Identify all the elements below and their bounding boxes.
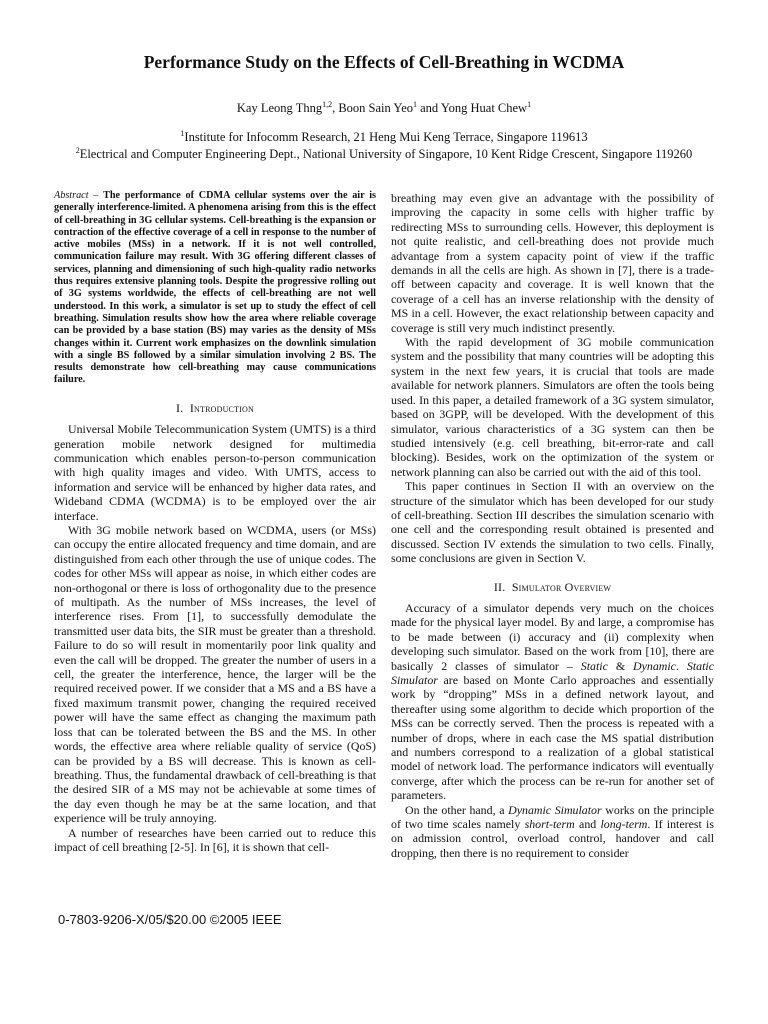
affiliation-2 [0, 147, 768, 162]
paragraph [391, 601, 714, 803]
italic-run: long-term [600, 817, 648, 832]
paper-title: Performance Study on the Effects of Cell-Breathing in WCDMA [143, 52, 625, 72]
author-name: Boon Sain Yeo [338, 101, 413, 115]
text-run: works on the principle of two time scales namely [391, 802, 715, 832]
affil-text: Electrical and Computer Engineering Dept., National University of Singapore, 10 Kent Ridge Crescent, Singapore 119260 [79, 147, 693, 161]
right-column [391, 191, 714, 860]
affil-text: Institute for Infocomm Research, 21 Heng Mui Keng Terrace, Singapore 119613 [184, 130, 588, 144]
author-name: Kay Leong Thng [236, 101, 323, 115]
copyright-footer: 0-7803-9206-X/05/$20.00 ©2005 IEEE [58, 912, 282, 927]
paragraph: Universal Mobile Telecommunication System (UMTS) is a third generation mobile network designed for multimedia communication which enables person-to-person communication with high quality images and video. With UMTS, access to information and service will be enhanced by higher data rates, and Wideband CDMA (WCDMA) is to be employed over the air interface. [54, 422, 376, 523]
text-run: & [607, 658, 634, 673]
author-separator: and [417, 101, 441, 115]
paragraph: This paper continues in Section II with an overview on the structure of the simulator which has been developed for our study of cell-breathing. Section III describes the simulation scenario with one cell and the corresponding result obtained is presented and discussed. Section IV extends the simulation to two cells. Finally, some conclusions are given in Section V. [391, 479, 714, 566]
section-title: Simulator Overview [511, 579, 612, 594]
author-affil-mark: 1 [527, 99, 532, 109]
italic-run: Dynamic [633, 658, 676, 673]
abstract-body: The performance of CDMA cellular systems over the air is generally interference-limited. A phenomena arising from this is the effect of cell-breathing in 3G cellular systems. Cell-breathing is the expansion or contraction of the effective coverage of a cell in response to the number of active mobiles (MSs) in a network. If it is not well controlled, communication failure may result. With 3G offering different classes of services, planning and dimensioning of such high-quality radio networks thus requires extensive planning tools. Despite the progressive rolling out of 3G systems worldwide, the effects of cell-breathing are not well understood. In this work, a simulator is set up to study the effect of cell breathing. Simulation results show how the area where reliable coverage can be provided by a base station (BS) may varies as the density of MSs changes within it. Current work emphasizes on the downlink simulation with a single BS followed by a similar simulation involving 2 BS. The results demonstrate how cell-breathing may cause communications failure. [54, 190, 376, 386]
paragraph: With 3G mobile network based on WCDMA, users (or MSs) can occupy the entire allocated frequency and time domain, and are distinguished from each other through the use of unique codes. The codes for other MSs will appear as noise, in which either codes are non-orthogonal or there is loss of orthogonality due to the presence of multipath. As the number of MSs increases, the level of interference rises. From [1], to successfully demodulate the transmitted user data bits, the SIR must be greater than a threshold. Failure to do so will result in momentarily poor link quality and even the call will be dropped. The greater the number of users in a cell, the greater the interference, hence, the larger will be the required received power. If we consider that a MS and a BS have a fixed maximum transmit power, changing the required received power will have the same effect as changing the maximum path loss that can be tolerated between the BS and the MS. In other words, the effective area where reliable quality of service (QoS) can be provided by a BS will decrease. This is known as cell-breathing. Thus, the fundamental drawback of cell-breathing is that the desired SIR of a MS may not be achievable at some times of the day even though he may be at the same location, and that experience will be truly annoying. [54, 523, 376, 826]
paragraph: A number of researches have been carried out to reduce this impact of cell breathing [2-5]. In [6], it is shown that cell- [54, 825, 376, 854]
author-name: Yong Huat Chew [440, 101, 528, 115]
paragraph: With the rapid development of 3G mobile communication system and the possibility that many countries will be adopting this system in the next few years, it is crucial that tools are made available for network planners. Simulators are often the tools being used. In this paper, a detailed framework of a 3G system simulator, based on 3GPP, will be developed. With the development of this simulator, various characteristics of a 3G system can then be studied intensively (e.g. cell breathing, bit-error-rate and call blocking). Besides, work on the optimization of the system or network planning can also be carried out with the aid of this tool. [391, 335, 714, 479]
affil-mark: 1 [180, 128, 185, 138]
section-number: I. [176, 400, 184, 415]
paragraph: breathing may even give an advantage with the possibility of improving the capacity in some cells with higher traffic by redirecting MSs to surrounding cells. However, this deployment is not quite realistic, and cell-breathing does not provide much advantage from a system capacity point of view if the traffic demands in all the cells are high. As shown in [7], there is a trade-off between capacity and coverage. It is well known that the coverage of a cell has an inverse relationship with the density of MS in a cell. However, the exact relationship between capacity and coverage is still very much indistinct presently. [391, 191, 714, 335]
affiliation-1 [0, 130, 768, 145]
section-title: Introduction [189, 400, 254, 415]
abstract [54, 190, 376, 387]
author-affil-mark: 1,2 [322, 99, 333, 109]
text-run: On the other hand, a [405, 802, 509, 817]
author-line [0, 101, 768, 116]
text-run: Accuracy of a simulator depends very much on the choices made for the physical layer model. By and large, a compromise has to be made between (i) accuracy and (ii) complexity when developing such simulator. Based on the work from [10], there are basically 2 classes of simulator – [391, 600, 714, 673]
section-number: II. [493, 579, 506, 594]
section-heading-introduction [54, 401, 376, 415]
italic-run: Dynamic Simulator [508, 802, 602, 817]
text-run: are based on Monte Carlo approaches and essentially work by “dropping” MSs in a defined network layout, and thereafter using some algorithm to decide which proportion of the MSs can be correctly served. Then the process is repeated with a number of drops, where in each case the MS spatial distribution and numbers correspond to a realization of a global statistical model of network load. The performance indicators will eventually converge, after which the process can be re-run for another set of parameters. [391, 673, 714, 803]
text-run: . [675, 658, 687, 673]
text-run: . If interest is on admission control, overload control, handover and call dropping, then there is no requirement to consider [391, 817, 714, 860]
abstract-dash: – [88, 190, 104, 201]
author-affil-mark: 1 [413, 99, 417, 109]
italic-run: Static Simulator [391, 658, 714, 687]
affil-mark: 2 [75, 145, 80, 155]
section-heading-simulator-overview [391, 580, 714, 594]
abstract-lead: Abstract [54, 190, 89, 201]
italic-run: short-term [524, 817, 575, 832]
italic-run: Static [580, 658, 608, 673]
left-column [54, 190, 376, 854]
paragraph [391, 803, 714, 861]
text-run: and [574, 817, 601, 832]
author-separator: , [332, 101, 339, 115]
